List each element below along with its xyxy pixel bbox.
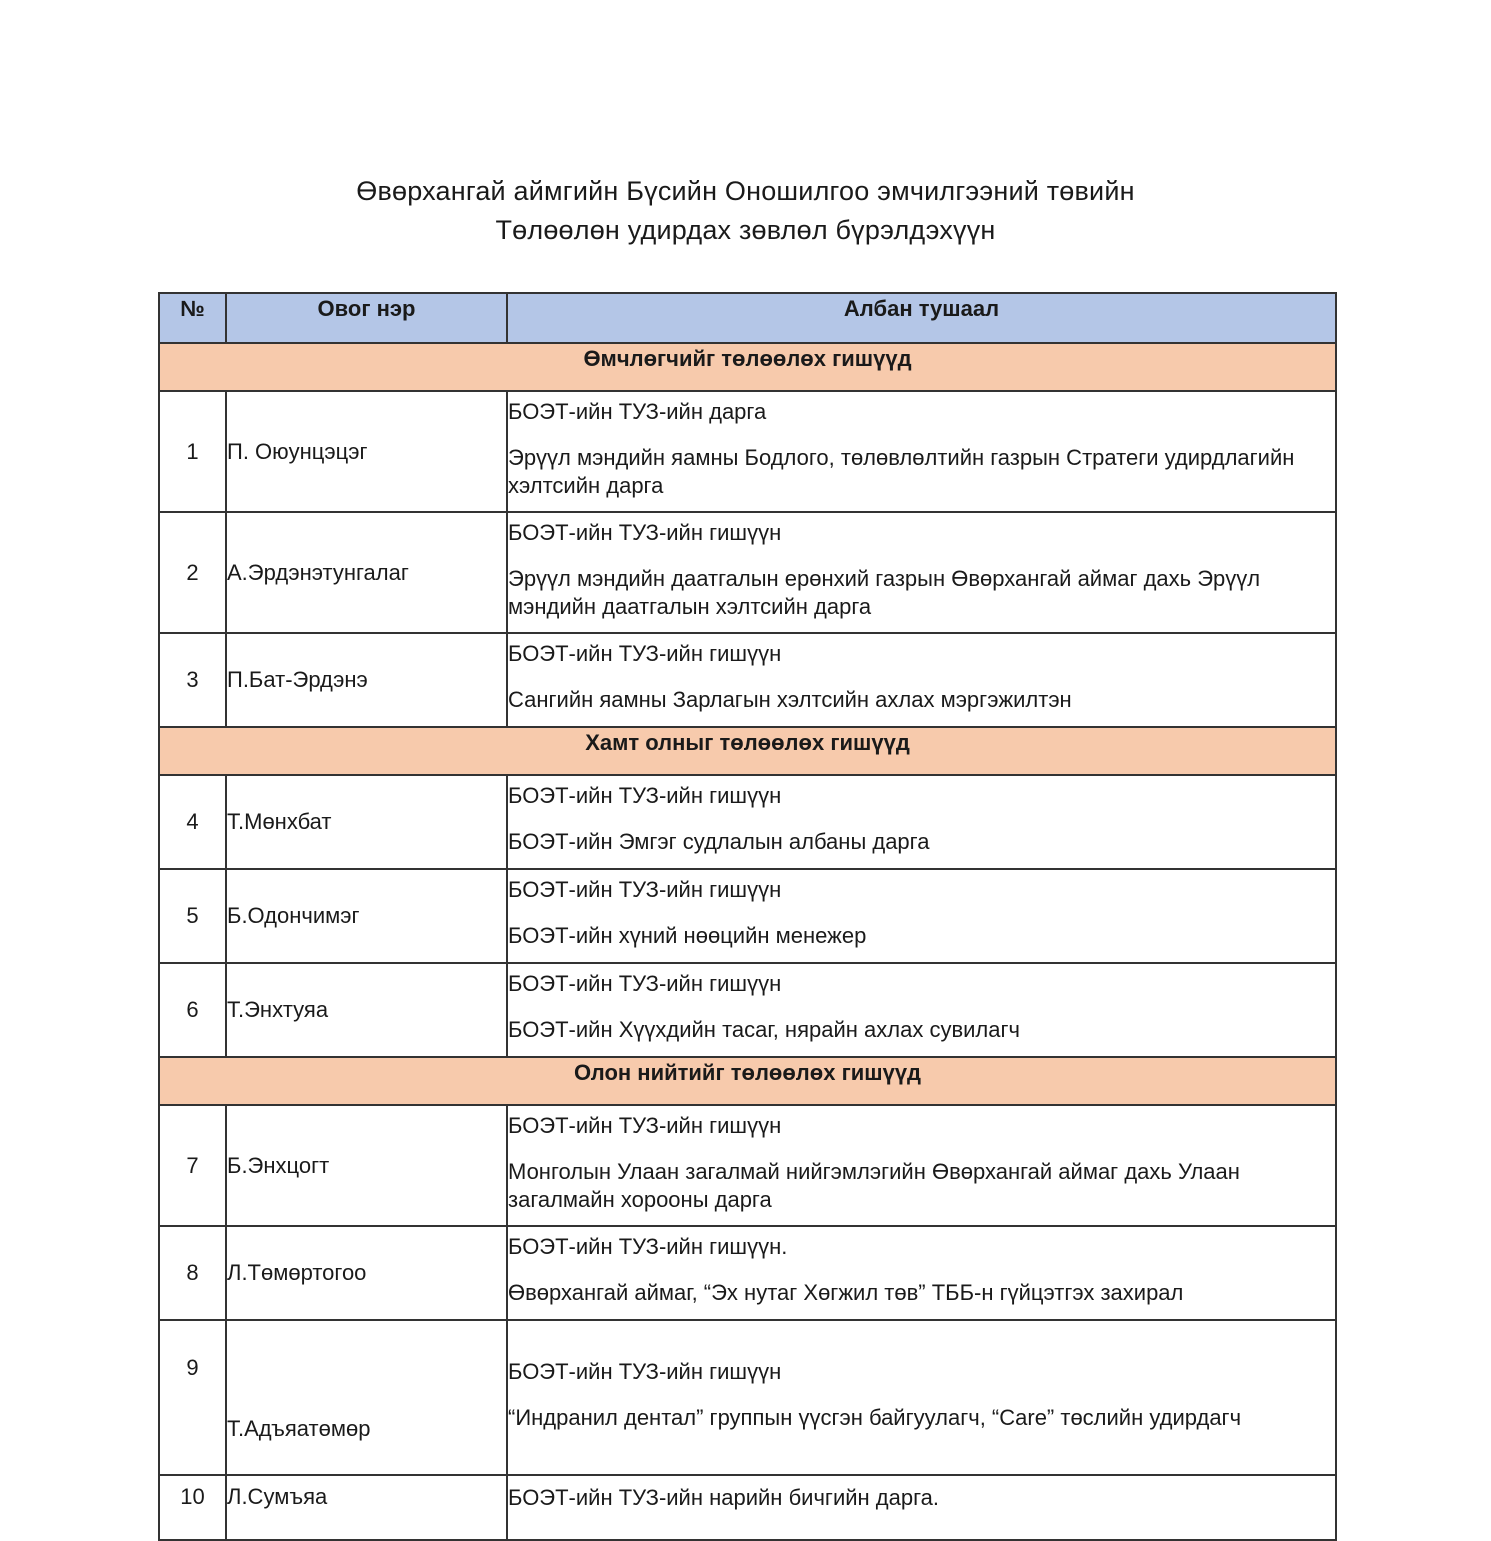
member-position [507,1475,1336,1540]
table-row [159,1105,1336,1226]
row-number: 4 [159,775,226,869]
title-line-2: Төлөөлөн удирдах зөвлөл бүрэлдэхүүн [495,215,996,245]
member-position [507,1226,1336,1320]
member-position [507,1105,1336,1226]
member-role: БОЭТ-ийн ТУЗ-ийн гишүүн [508,1358,782,1384]
member-position [507,633,1336,727]
header-number: № [159,293,226,343]
table-row [159,512,1336,633]
row-number: 8 [159,1226,226,1320]
member-position [507,775,1336,869]
section-row [159,343,1336,391]
row-number: 7 [159,1105,226,1226]
header-name: Овог нэр [226,293,507,343]
member-position [507,512,1336,633]
member-position [507,1320,1336,1475]
member-detail: Өвөрхангай аймаг, “Эх нутаг Хөгжил төв” ТББ-н гүйцэтгэх захирал [508,1280,1184,1305]
section-title: Өмчлөгчийг төлөөлөх гишүүд [159,343,1336,391]
document-title [0,172,1491,250]
row-number: 1 [159,391,226,512]
table-row [159,1226,1336,1320]
table-row [159,963,1336,1057]
member-name: Л.Сумъяа [226,1475,507,1540]
board-members-table [158,292,1337,1541]
member-role: БОЭТ-ийн ТУЗ-ийн дарга [508,398,767,424]
section-title: Олон нийтийг төлөөлөх гишүүд [159,1057,1336,1105]
title-line-1: Өвөрхангай аймгийн Бүсийн Оношилгоо эмчилгээний төвийн [356,176,1135,206]
member-detail: Сангийн яамны Зарлагын хэлтсийн ахлах мэргэжилтэн [508,687,1072,712]
member-name: Л.Төмөртогоо [226,1226,507,1320]
header-position: Албан тушаал [507,293,1336,343]
member-role: БОЭТ-ийн ТУЗ-ийн гишүүн [508,641,782,666]
member-role: БОЭТ-ийн ТУЗ-ийн гишүүн. [508,1234,788,1259]
member-name: П.Бат-Эрдэнэ [226,633,507,727]
member-detail: Монголын Улаан загалмай нийгэмлэгийн Өвөрхангай аймаг дахь Улаан загалмайн хорооны дарга [508,1158,1240,1212]
table-row [159,391,1336,512]
member-role: БОЭТ-ийн ТУЗ-ийн нарийн бичгийн дарга. [508,1485,939,1510]
member-detail: БОЭТ-ийн хүний нөөцийн менежер [508,923,867,948]
table-row [159,1320,1336,1475]
member-role: БОЭТ-ийн ТУЗ-ийн гишүүн [508,519,782,545]
member-name: Т.Адъяатөмөр [226,1320,507,1475]
row-number: 5 [159,869,226,963]
member-role: БОЭТ-ийн ТУЗ-ийн гишүүн [508,1112,782,1138]
section-row [159,1057,1336,1105]
row-number: 10 [159,1475,226,1540]
table-row [159,869,1336,963]
table-row [159,775,1336,869]
table-row [159,633,1336,727]
member-detail: БОЭТ-ийн Хүүхдийн тасаг, нярайн ахлах сувилагч [508,1017,1020,1042]
table-row [159,1475,1336,1540]
member-role: БОЭТ-ийн ТУЗ-ийн гишүүн [508,783,782,808]
table-header-row [159,293,1336,343]
row-number: 9 [159,1320,226,1475]
member-role: БОЭТ-ийн ТУЗ-ийн гишүүн [508,877,782,902]
member-role: БОЭТ-ийн ТУЗ-ийн гишүүн [508,971,782,996]
member-detail: Эрүүл мэндийн яамны Бодлого, төлөвлөлтийн газрын Стратеги удирдлагийн хэлтсийн дарга [508,444,1295,498]
member-detail: Эрүүл мэндийн даатгалын ерөнхий газрын Өвөрхангай аймаг дахь Эрүүл мэндийн даатгалын хэлтсийн дарга [508,565,1261,619]
member-position [507,869,1336,963]
member-position [507,391,1336,512]
member-name: Б.Одончимэг [226,869,507,963]
member-detail: БОЭТ-ийн Эмгэг судлалын албаны дарга [508,829,930,854]
member-name: Т.Мөнхбат [226,775,507,869]
row-number: 3 [159,633,226,727]
member-detail: “Индранил дентал” группын үүсгэн байгуулагч, “Care” төслийн удирдагч [508,1404,1242,1430]
member-position [507,963,1336,1057]
member-name: П. Оюунцэцэг [226,391,507,512]
member-name: Т.Энхтуяа [226,963,507,1057]
row-number: 6 [159,963,226,1057]
member-name: Б.Энхцогт [226,1105,507,1226]
section-row [159,727,1336,775]
section-title: Хамт олныг төлөөлөх гишүүд [159,727,1336,775]
member-name: А.Эрдэнэтунгалаг [226,512,507,633]
row-number: 2 [159,512,226,633]
